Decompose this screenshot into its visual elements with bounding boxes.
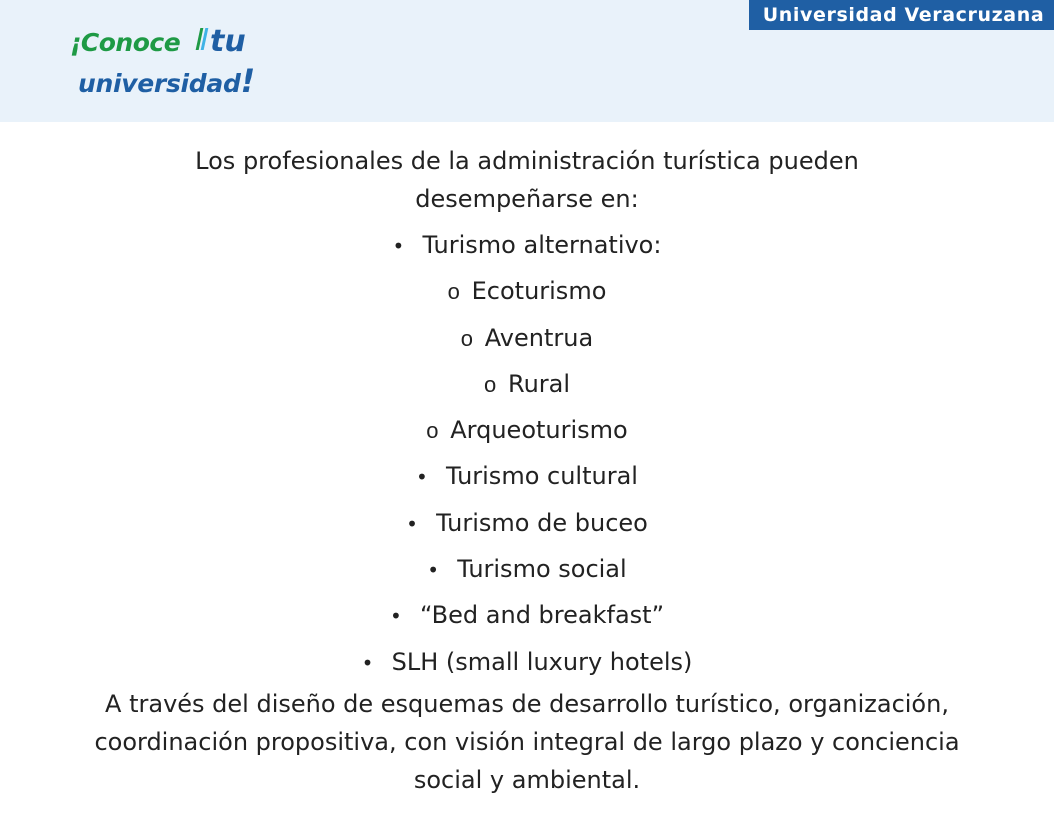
logo-exclamation: ! [240,62,255,100]
list-item [0,315,1054,361]
bullet-marker: • [392,234,405,258]
list-item-text: Aventrua [484,323,594,352]
list-item [0,546,1054,592]
list-item [0,407,1054,453]
logo-tu: tu [210,24,246,59]
list-item [0,222,1054,268]
list-item-text: Turismo cultural [446,462,638,491]
logo-line2 [78,62,255,100]
logo-stripes-icon [198,28,210,54]
sub-bullet-marker: o [426,418,439,444]
list-item-text: Arqueoturismo [450,416,628,445]
bullet-marker: • [361,650,374,675]
intro-text: Los profesionales de la administración turística pueden desempeñarse en: [195,147,859,213]
sub-bullet-marker: o [447,279,460,305]
list-item-text: Ecoturismo [471,277,607,306]
conoce-tu-universidad-logo [70,24,270,100]
list-item [0,592,1054,638]
list-item-text: Turismo alternativo: [422,231,662,259]
bullet-marker: • [427,558,440,583]
tourism-list [0,222,1054,685]
logo-line1: ¡Conoce [70,28,181,57]
bullet-marker: • [406,511,418,536]
header-band [0,0,1054,122]
slide-content [0,142,1054,799]
list-item-text: Turismo social [457,555,627,584]
list-item-text: “Bed and breakfast” [419,601,665,630]
bullet-marker: • [416,465,428,490]
list-item [0,639,1054,685]
sub-bullet-marker: o [483,371,497,397]
list-item-text: Rural [507,369,571,398]
sub-bullet-marker: o [460,325,474,351]
list-item [0,453,1054,499]
list-item [0,500,1054,546]
list-item-text: Turismo de buceo [436,508,648,537]
list-item-text: SLH (small luxury hotels) [391,647,693,676]
logo-universidad: universidad [78,69,241,98]
list-item [0,361,1054,407]
bullet-marker: • [389,604,402,629]
universidad-veracruzana-brand: Universidad Veracruzana [749,0,1054,30]
list-item [0,268,1054,314]
closing-text: A través del diseño de esquemas de desarrollo turístico, organización, coordinación propositiva, con visión integral de largo plazo y conciencia social y ambiental. [94,689,960,794]
